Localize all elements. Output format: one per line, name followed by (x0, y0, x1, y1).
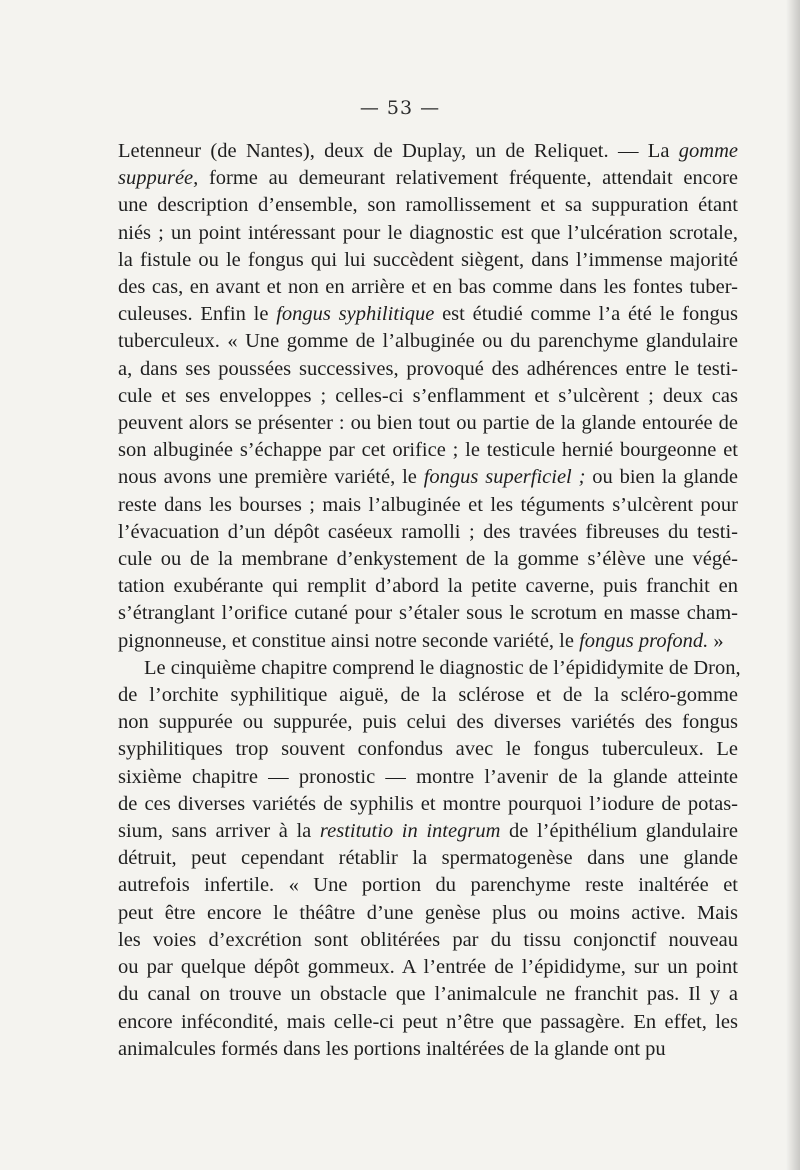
text-line (118, 900, 738, 927)
text-line (118, 492, 738, 519)
text-segment: cule ou de la membrane d’enkystement de la gomme s’élève une végé- (118, 548, 738, 571)
text-segment: sixième chapitre — pronostic — montre l’avenir de la glande atteinte (118, 765, 738, 788)
text-segment: tuberculeux. « Une gomme de l’albuginée ou du parenchyme glandulaire (118, 330, 738, 353)
text-segment: encore infécondité, mais celle-ci peut n’être que passagère. En effet, les (118, 1010, 738, 1033)
text-segment: cule et ses enveloppes ; celles-ci s’enflamment et s’ulcèrent ; deux cas (118, 384, 738, 407)
text-line (118, 546, 738, 573)
text-segment: » (708, 629, 724, 652)
text-line (118, 247, 738, 274)
text-line (118, 600, 738, 627)
text-segment: a, dans ses poussées successives, provoqué des adhérences entre le testi- (118, 357, 738, 380)
text-line (118, 220, 738, 247)
text-line (118, 301, 738, 328)
text-line (118, 165, 738, 192)
italic-text: gomme (678, 140, 738, 162)
text-segment: Le cinquième chapitre comprend le diagnostic de l’épididymite de Dron, (144, 656, 741, 679)
text-segment: ou bien la glande (585, 466, 738, 489)
text-line (118, 356, 738, 383)
text-segment: syphilitiques trop souvent confondus avec le fongus tuberculeux. Le (118, 738, 738, 761)
page-edge-shadow (786, 0, 800, 1170)
text-line (118, 927, 738, 954)
text-segment: nous avons une première variété, le (118, 466, 424, 489)
text-segment: culeuses. Enfin le (118, 303, 277, 326)
text-line (118, 138, 738, 165)
text-line (118, 736, 738, 763)
text-segment: des cas, en avant et non en arrière et en bas comme dans les fontes tuber- (118, 276, 738, 299)
text-segment: animalcules formés dans les portions inaltérées de la glande ont pu (118, 1037, 666, 1060)
text-segment: forme au demeurant relativement fréquente, attendait encore (198, 167, 738, 190)
body-text (118, 138, 741, 1063)
text-line (118, 872, 738, 899)
text-segment: ou par quelque dépôt gommeux. A l’entrée de l’épididyme, sur un point (118, 956, 738, 979)
text-line (118, 981, 738, 1008)
text-segment: l’évacuation d’un dépôt caséeux ramolli ; des travées fibreuses du testi- (118, 520, 738, 543)
text-segment: détruit, peut cependant rétablir la spermatogenèse dans une glande (118, 847, 738, 870)
text-segment: est étudié comme l’a été le fongus (434, 303, 738, 326)
text-segment: du canal on trouve un obstacle que l’animalcule ne franchit pas. Il y a (118, 983, 738, 1006)
text-line (118, 410, 738, 437)
page-number: — 53 — (359, 97, 441, 119)
text-line (118, 845, 738, 872)
text-line (118, 682, 738, 709)
italic-text: suppurée, (118, 167, 199, 190)
text-line (118, 328, 738, 355)
text-line (118, 192, 738, 219)
text-line (118, 437, 738, 464)
text-segment: autrefois infertile. « Une portion du parenchyme reste inaltérée et (118, 874, 738, 897)
text-segment: s’étranglant l’orifice cutané pour s’étaler sous le scrotum en masse cham- (118, 602, 738, 625)
text-line (118, 628, 738, 655)
text-line (118, 1009, 738, 1036)
text-line (118, 764, 738, 791)
text-line (118, 573, 738, 600)
italic-text: fongus profond. (579, 629, 709, 652)
text-segment: sium, sans arriver à la (118, 820, 320, 843)
text-segment: Letenneur (de Nantes), deux de Duplay, un de Reliquet. — La (118, 140, 679, 162)
text-line (118, 464, 738, 491)
text-segment: tation exubérante qui remplit d’abord la petite caverne, puis franchit en (118, 575, 738, 598)
text-segment: de ces diverses variétés de syphilis et montre pourquoi l’iodure de potas- (118, 792, 738, 815)
text-segment: non suppurée ou suppurée, puis celui des diverses variétés des fongus (118, 711, 738, 734)
text-segment: peuvent alors se présenter : ou bien tout ou partie de la glande entourée de (118, 412, 738, 435)
italic-text: fongus syphilitique (276, 303, 435, 326)
text-segment: de l’orchite syphilitique aiguë, de la sclérose et de la scléro-gomme (118, 684, 738, 707)
text-segment: niés ; un point intéressant pour le diagnostic est que l’ulcération scrotale, (118, 221, 738, 244)
text-line (118, 274, 738, 301)
text-segment: son albuginée s’échappe par cet orifice ; le testicule hernié bourgeonne et (118, 439, 738, 462)
text-segment: de l’épithélium glandulaire (500, 820, 738, 843)
text-line (118, 1036, 738, 1063)
text-segment: la fistule ou le fongus qui lui succèdent siègent, dans l’immense majorité (118, 248, 738, 271)
italic-text: restitutio in integrum (319, 820, 501, 843)
text-line (118, 791, 738, 818)
text-line (118, 818, 738, 845)
text-segment: peut être encore le théâtre d’une genèse plus ou moins active. Mais (118, 901, 738, 924)
italic-text: fongus superficiel ; (423, 466, 586, 489)
text-segment: pignonneuse, et constitue ainsi notre seconde variété, le (118, 629, 580, 652)
text-line (118, 954, 738, 981)
text-line (118, 519, 738, 546)
text-line (118, 709, 738, 736)
text-line (118, 655, 741, 682)
text-segment: les voies d’excrétion sont oblitérées par du tissu conjonctif nouveau (118, 928, 738, 951)
text-segment: reste dans les bourses ; mais l’albuginée et les téguments s’ulcèrent pour (118, 493, 738, 516)
text-segment: une description d’ensemble, son ramollissement et sa suppuration étant (118, 194, 738, 217)
text-line (118, 383, 738, 410)
